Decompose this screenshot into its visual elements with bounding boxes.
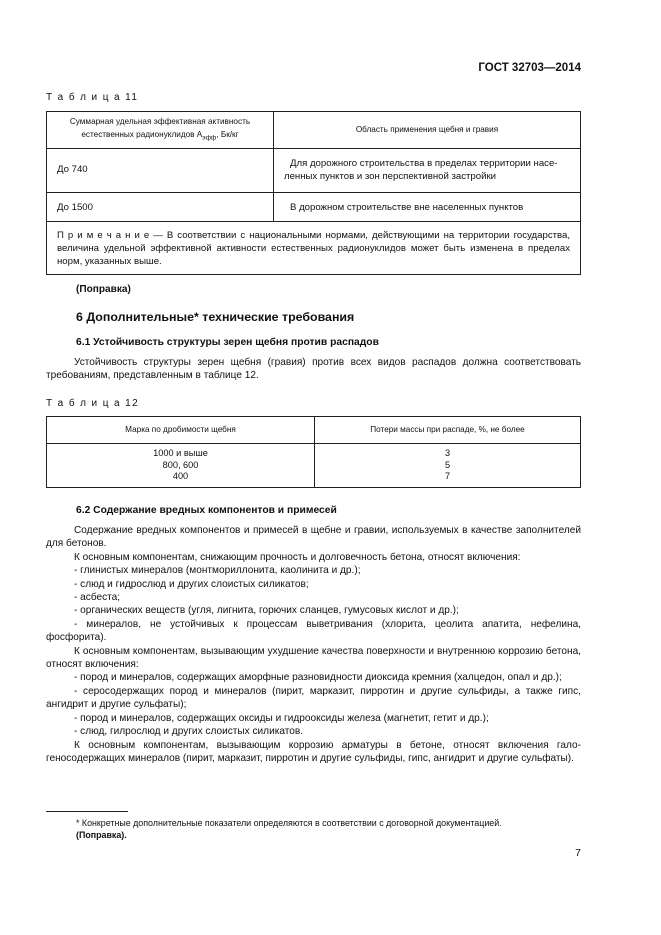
list-item: - глинистых минералов (монтмориллонита, каолинита и др.);: [74, 565, 361, 577]
table-row: До 1500: [47, 192, 274, 221]
document-header: ГОСТ 32703—2014: [478, 62, 581, 74]
footnote: [76, 817, 581, 841]
paragraph: К основным компонентам, вызывающим коррозию арматуры в бетоне, относят включения галогеносодержащих минералов (пирит, марказит, пирротин и другие сульфиды, гипс, ангидрит и другие сульфаты).: [46, 739, 581, 764]
table-12: [46, 416, 581, 488]
table-cell: 7: [444, 471, 451, 481]
paragraph: Содержание вредных компонентов и примесей в щебне и гравии, используемых в качестве заполнителей для бетонов.: [46, 525, 581, 550]
list-item: - пород и минералов, содержащих аморфные разновидности диоксида кремния (халцедон, опал и др.);: [74, 672, 562, 684]
list-item: - органических веществ (угля, лигнита, горючих сланцев, гумусовых кислот и др.);: [74, 605, 459, 617]
table-11-caption: Т а б л и ц а 11: [46, 92, 139, 103]
paragraph: К основным компонентам, снижающим прочность и долговечность бетона, относят включения:: [74, 551, 521, 563]
table-cell: 5: [444, 459, 451, 470]
table-11: [46, 111, 581, 275]
table-11-head-area: Область применения щебня и гравия: [274, 112, 581, 149]
table-cell: 1000 и выше: [153, 448, 208, 458]
table-cell: 3: [444, 448, 451, 458]
table-12-caption: Т а б л и ц а 12: [46, 398, 140, 409]
table-12-losses: [315, 444, 581, 488]
section-6-1-text: Устойчивость структуры зерен щебня (гравия) против всех видов распадов должна соответствовать требованиям, представленным в таблице 12.: [46, 357, 581, 382]
table-11-head-activity: Суммарная удельная эффективная активность естественных радионуклидов $А_{эфф}$, Бк/кг: [47, 112, 274, 149]
table-cell: 400: [172, 471, 189, 481]
table-11-note: П р и м е ч а н и е — В соответствии с национальными нормами, действующими на территории государства, величина удельной эффективной активности естественных радионуклидов может быть изменена в пределах норм, указанных выше.: [47, 221, 581, 274]
section-6-1-title: 6.1 Устойчивость структуры зерен щебня против распадов: [76, 337, 379, 348]
table-cell: 800, 600: [162, 459, 199, 470]
footnote-correction: (Поправка).: [76, 830, 127, 840]
footnote-divider: [46, 811, 128, 812]
section-6-title: 6 Дополнительные* технические требования: [76, 310, 355, 324]
list-item: - слюд и гидрослюд и других слоистых силикатов;: [74, 578, 309, 590]
list-item: - минералов, не устойчивых к процессам выветривания (хлорита, цеолита апатита, нефелина, фосфорита).: [46, 618, 581, 644]
list-item: - пород и минералов, содержащих оксиды и гидрооксиды железа (магнетит, гетит и др.);: [74, 712, 489, 724]
list-item: - асбеста;: [74, 592, 121, 604]
table-12-grades: [47, 444, 315, 488]
table-row-area: Для дорожного строительства в пределах территории насе- ленных пунктов и зон перспективной застройки: [274, 148, 581, 192]
table-row: До 740: [47, 148, 274, 192]
correction-note: (Поправка): [76, 284, 131, 295]
list-item: - серосодержащих пород и минералов (пирит, марказит, пирротин и другие сульфиды, а также гипс, ангидрит и другие сульфаты);: [46, 685, 581, 711]
section-6-2-body: [46, 524, 581, 765]
table-12-head-grade: Марка по дробимости щебня: [47, 417, 315, 444]
list-item: - слюд, гилрослюд и других слоистых силикатов.: [74, 726, 304, 738]
page-number: 7: [575, 847, 581, 859]
table-12-head-loss: Потери массы при распаде, %, не более: [315, 417, 581, 444]
section-6-2-title: 6.2 Содержание вредных компонентов и примесей: [76, 505, 337, 516]
footnote-text: * Конкретные дополнительные показатели определяются в соответствии с договорной документацией.: [76, 818, 502, 828]
table-row-area: В дорожном строительстве вне населенных пунктов: [274, 192, 581, 221]
paragraph: К основным компонентам, вызывающим ухудшение качества поверхности и внутреннюю коррозию бетона, относят включения:: [46, 645, 581, 671]
